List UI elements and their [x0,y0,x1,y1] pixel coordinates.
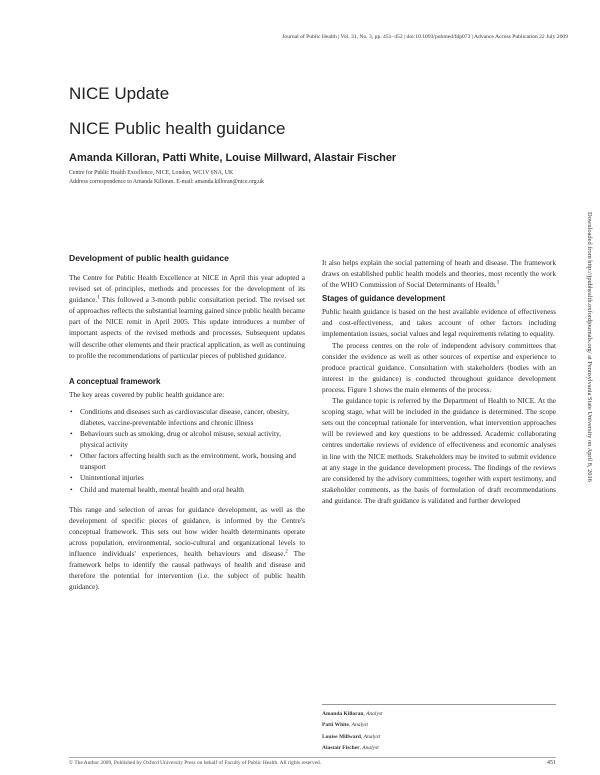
list-item: • Behaviours such as smoking, drug or alcohol misuse, sexual activity, physical activity [69,428,305,450]
bio-role: , Analyst [363,711,383,717]
paragraph-intro-text-cont: This followed a 3-month public consultation period. The revised set of approaches reflects the substantial learning gained since public health became part of the NICE remit in April 2005. This update introduces a number of important aspects of the revised methods and processes. Subsequent updates will describe other elements and their practical application, as well as continuing to profile the recommendations of particular pieces of published guidance. [69,295,305,360]
author-bios [322,709,383,755]
paragraph-framework [69,504,305,593]
bio-name: Amanda Killoran [322,711,364,717]
bio-name: Louise Millward [322,733,361,740]
affiliation: Centre for Public Health Excellence, NICE, London, WC1V 6NA, UK [69,170,234,176]
paragraph-key-areas: The key areas covered by public health guidance are: [69,389,225,399]
reference-3[interactable]: 3 [496,280,500,286]
correspondence: Address correspondence to Amanda Killoran. E-mail: amanda.killoran@nice.org.uk [69,179,264,185]
paragraph-evidence: Public health guidance is based on the best available evidence of effectiveness and cost-effectiveness, and takes account of other factors including implementation issues, social values and legal requirements relating to equality. [322,307,556,339]
bio-role: , Analyst [359,745,379,752]
list-item: • Unintentional injuries [69,472,305,483]
bio-name: Alastair Fischer [322,745,360,752]
key-areas-list [69,406,305,495]
list-item: • Other factors affecting health such as the environment, work, housing and transport [69,450,305,472]
bio-entry [322,743,383,754]
paragraph-topic-referral: The guidance topic is referred by the Department of Health to NICE. At the scoping stage, what will be included in the guidance is determined. The scope sets out the conceptual rationale for intervention, what intervention approaches will be reviewed and key questions to be addressed. Academic collaborating centres undertake reviews of evidence of effectiveness and economic analyses in line with the NICE methods. Stakeholders may be invited to submit evidence at any stage in the guidance development process. The findings of the reviews are considered by the advisory committees, together with expert testimony, and stakeholder comments, as the basis of formulation of draft recommendations and guidance. The draft guidance is validated and further developed [322,396,556,505]
list-item: • Child and maternal health, mental health and oral health [69,484,305,495]
bio-entry [322,709,383,720]
download-watermark [584,212,594,552]
bio-name: Patti White [322,722,349,729]
paragraph-framework-text-cont: The framework helps to identify the causal pathways of health and disease and therefore the potential for intervention (i.e. the subject of public health guidance). [69,548,305,592]
bio-divider [322,704,556,705]
heading-stages: Stages of guidance development [322,294,446,304]
paragraph-framework-text: This range and selection of areas for guidance development, as well as the development of specific pieces of guidance, is informed by the Centre's conceptual framework. This sets out how wider health determinants operate across population, environmental, socio-cultural and organizational levels to influence individuals' experiences, health behaviours and disease. [69,504,305,558]
page-number: 451 [547,760,556,766]
download-note[interactable]: Downloaded from http://jpubhealth.oxfordjournals.org/ at Pennsylvania State University on April 8, 2016 [586,212,593,482]
paragraph-intro-text: The Centre for Public Health Excellence at NICE in April this year adopted a revised set of principles, methods and processes for the development of its guidance. [69,273,305,305]
bio-entry [322,720,383,731]
right-column [322,257,556,506]
paragraph-social-patterning [322,257,556,290]
bio-role: , Analyst [360,733,381,740]
bio-role: , Analyst [348,722,369,729]
list-item: • Conditions and diseases such as cardiovascular disease, cancer, obesity, diabetes, vaccine-preventable infections and chronic illness [69,406,305,428]
reference-1[interactable]: 1 [97,295,100,301]
author-list: Amanda Killoran, Patti White, Louise Millward, Alastair Fischer [69,152,397,164]
footer-divider [69,757,556,758]
article-title: NICE Public health guidance [69,119,286,138]
paragraph-social-patterning-text: It also helps explain the social patterning of heath and disease. The framework draws on established public health models and theories, most recently the work of the WHO Commission of Social Determinants of Health. [322,258,556,290]
copyright-notice: © The Author 2009, Published by Oxford University Press on behalf of Faculty of Public Health. All rights reserved. [69,760,322,766]
heading-conceptual-framework: A conceptual framework [69,376,161,386]
affiliation-block [69,169,264,187]
section-title: NICE Update [69,84,170,103]
paragraph-intro [69,272,305,361]
reference-2[interactable]: 2 [285,549,288,555]
heading-development: Development of public health guidance [69,253,229,263]
running-head: Journal of Public Health | Vol. 31, No. 3, pp. 451–452 | doi:10.1093/pubmed/fdp073 | Advance Access Publication 22 July 2009 [282,34,568,40]
paragraph-process: The process centres on the role of independent advisory committees that consider the evidence as well as other sources of expertise and experience to produce practical guidance. Consultation with stakeholders (bodies with an interest in the guidance) is conducted throughout guidance development process. Figure 1 shows the main elements of the process. [322,340,556,394]
left-column [69,252,305,592]
bio-entry [322,732,383,743]
